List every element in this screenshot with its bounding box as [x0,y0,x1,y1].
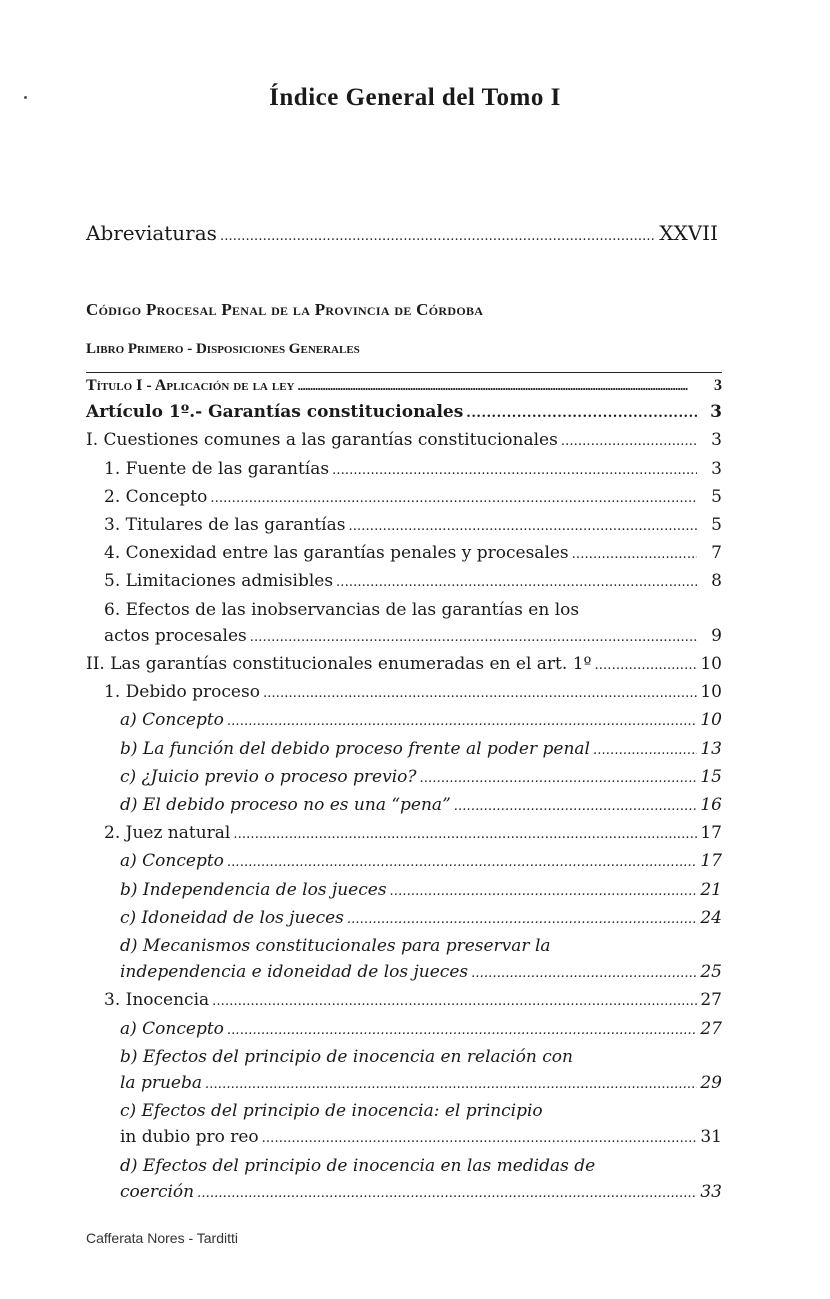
toc-entry-page: 10 [700,710,722,731]
dot-leader [347,905,697,933]
toc-entry-text: in dubio pro reo [120,1127,259,1148]
toc-entry-page: 17 [700,851,722,872]
dot-leader [572,540,697,568]
toc-entry [86,1098,722,1124]
toc-entry [86,1070,722,1098]
toc-entry-text: coerción [120,1181,195,1202]
toc-entry-page: 29 [700,1073,722,1094]
toc-entry [86,707,722,735]
toc-entry [86,764,722,792]
toc-entry [86,623,722,651]
dot-leader [454,792,697,820]
toc-entry-page: 15 [700,766,722,787]
toc-entry [86,959,722,987]
toc-entry-text: Artículo 1º.- Garantías constitucionales [86,402,464,423]
toc-entry-text: a) Concepto [120,710,224,731]
toc-entry-text: c) ¿Juicio previo o proceso previo? [120,766,417,787]
toc-entry [86,1044,722,1070]
dot-leader [205,1070,697,1098]
toc-entry-text: independencia e idoneidad de los jueces [120,962,469,983]
toc-entry-page: 3 [710,402,722,423]
toc-entry-page: 5 [711,486,722,507]
dot-leader [250,623,697,651]
toc-entry-page: 5 [711,515,722,536]
toc-entry-page: 3 [711,430,722,451]
toc-entry [86,651,722,679]
toc-entry-page: 10 [700,682,722,703]
toc-entry-text: c) Idoneidad de los jueces [120,907,344,928]
toc-entry [86,679,722,707]
toc-entry [86,792,722,820]
dot-leader [227,707,697,735]
dot-leader [263,679,697,707]
toc-entry-text: b) La función del debido proceso frente al poder penal [120,738,590,759]
toc-entry [86,905,722,933]
toc-entry [86,1124,722,1152]
toc-entry-page: 33 [700,1181,722,1202]
dot-leader [210,484,697,512]
toc-entry-text: II. Las garantías constitucionales enumeradas en el art. 1º [86,654,592,675]
dot-leader [332,456,697,484]
toc-entry-text: 3. Inocencia [104,990,210,1011]
toc-entry-text: a) Concepto [120,1018,224,1039]
toc-entry [86,877,722,905]
toc-entry-page: 3 [714,377,722,394]
toc-entry-text: 5. Limitaciones admisibles [104,571,334,592]
toc-entry-page: 31 [700,1127,722,1148]
toc-entry-page: 9 [711,625,722,646]
toc-entry [86,933,722,959]
toc-entry [86,1016,722,1044]
dot-leader [336,568,697,596]
toc-entry [86,597,722,623]
dot-leader [233,820,697,848]
toc-entry [86,1179,722,1207]
toc-entry-text: actos procesales [104,625,247,646]
toc-entry-text: a) Concepto [120,851,224,872]
footer-author: Cafferata Nores - Tarditti [86,1230,238,1246]
toc-entry [86,568,722,596]
toc-entry [86,820,722,848]
toc-entry [86,1153,722,1179]
dot-leader [227,1016,697,1044]
toc-entry-text: 2. Concepto [104,486,208,507]
toc-entry [86,736,722,764]
page-title: Índice General del Tomo I [269,84,561,111]
toc-entry-page: 10 [700,654,722,675]
toc-entry-text: c) Efectos del principio de inocencia: el principio [120,1101,543,1122]
book-title: Libro Primero - Disposiciones Generales [86,341,360,357]
dot-leader [561,427,697,455]
dot-leader [262,1124,697,1152]
dot-leader [466,399,697,427]
toc-entry-text: 1. Fuente de las garantías [104,458,330,479]
toc-entry-page: 8 [711,571,722,592]
dot-leader [297,373,697,399]
toc-entry [86,484,722,512]
toc-entry-text: 2. Juez natural [104,823,231,844]
toc-entry [86,456,722,484]
table-of-contents [86,372,722,1207]
dot-leader [471,959,697,987]
toc-entry [86,399,722,427]
toc-entry-text: Título I - Aplicación de la ley [86,377,295,394]
toc-entry-text: b) Efectos del principio de inocencia en relación con [120,1046,573,1067]
toc-entry-page: 7 [711,543,722,564]
toc-entry-page: 17 [700,823,722,844]
toc-entry [86,373,722,399]
toc-entry-page: 27 [700,990,722,1011]
abbreviations-page: XXVII [659,221,718,245]
dot-leader [420,764,697,792]
dot-leader [348,512,697,540]
toc-entry-text: d) Mecanismos constitucionales para preservar la [120,936,551,957]
dot-leader [212,987,697,1015]
toc-entry-page: 21 [700,879,722,900]
toc-entry-page: 16 [700,795,722,816]
abbreviations-entry [86,221,718,245]
toc-entry [86,848,722,876]
abbreviations-label: Abreviaturas [86,221,217,245]
dot-leader [595,651,697,679]
dot-leader [227,848,697,876]
toc-entry [86,512,722,540]
toc-entry-text: I. Cuestiones comunes a las garantías constitucionales [86,430,558,451]
toc-entry-page: 27 [700,1018,722,1039]
toc-entry-text: 3. Titulares de las garantías [104,515,346,536]
toc-entry-text: la prueba [120,1073,203,1094]
toc-entry-page: 13 [700,738,722,759]
dot-leader [593,736,697,764]
toc-entry [86,427,722,455]
dot-leader [197,1179,697,1207]
toc-entry [86,540,722,568]
toc-entry-text: 6. Efectos de las inobservancias de las garantías en los [104,599,580,620]
toc-entry-text: 1. Debido proceso [104,682,260,703]
toc-entry [86,987,722,1015]
toc-entry-text: b) Independencia de los jueces [120,879,387,900]
dot-leader [390,877,697,905]
toc-entry-text: d) Efectos del principio de inocencia en las medidas de [120,1155,596,1176]
dot-leader [220,221,656,245]
toc-entry-page: 24 [700,907,722,928]
toc-entry-text: d) El debido proceso no es una “pena” [120,795,451,816]
toc-entry-page: 3 [711,458,722,479]
toc-entry-text: 4. Conexidad entre las garantías penales y procesales [104,543,569,564]
code-title: Código Procesal Penal de la Provincia de Córdoba [86,300,484,319]
toc-entry-page: 25 [700,962,722,983]
